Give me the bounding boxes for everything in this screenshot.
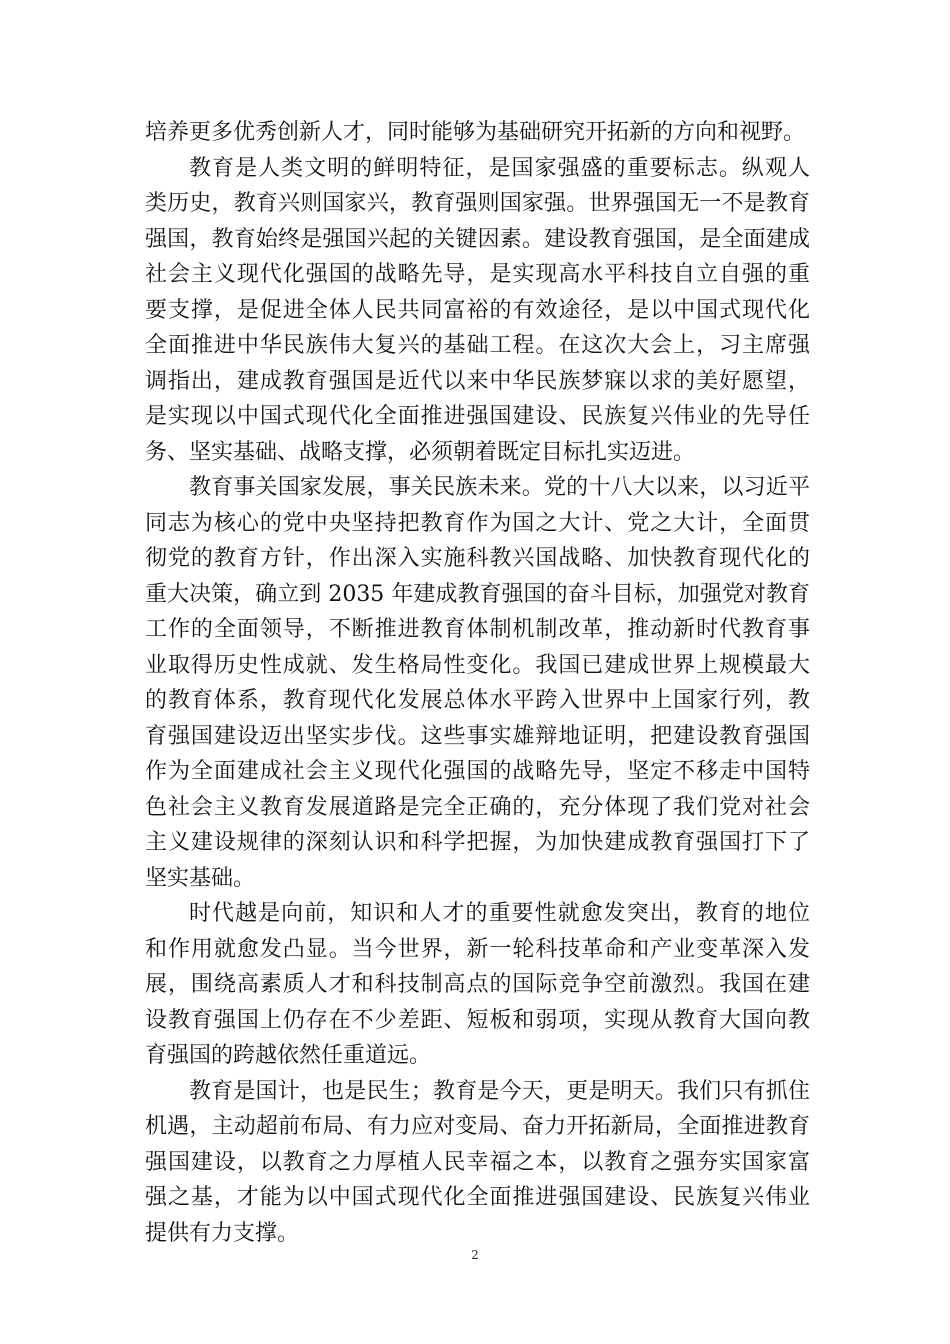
paragraph-line: 培养更多优秀创新人才，同时能够为基础研究开拓新的方向和视野。 — [145, 120, 806, 145]
paragraph-line: 的教育体系，教育现代化发展总体水平跨入世界中上国家行列，教 — [145, 688, 810, 713]
page-number: 2 — [471, 1248, 479, 1262]
paragraph-line: 强国，教育始终是强国兴起的关键因素。建设教育强国，是全面建成 — [145, 226, 810, 252]
paragraph-line: 调指出，建成教育强国是近代以来中华民族梦寐以求的美好愿望， — [145, 368, 810, 394]
paragraph — [145, 470, 810, 896]
paragraph — [145, 151, 810, 471]
paragraph-line: 业取得历史性成就、发生格局性变化。我国已建成世界上规模最大 — [145, 652, 810, 678]
paragraph-line: 务、坚实基础、战略支撑，必须朝着既定目标扎实迈进。 — [145, 439, 696, 465]
paragraph — [145, 115, 810, 151]
paragraph-line: 育强国的跨越依然任重道远。 — [145, 1043, 432, 1068]
paragraph-line: 和作用就愈发凸显。当今世界，新一轮科技革命和产业变革深入发 — [145, 936, 810, 962]
paragraph-line: 强之基，才能为以中国式现代化全面推进强国建设、民族复兴伟业 — [145, 1185, 810, 1210]
paragraph-line: 提供有力支撑。 — [145, 1220, 300, 1246]
paragraph-line: 机遇，主动超前布局、有力应对变局、奋力开拓新局，全面推进教育 — [145, 1114, 810, 1139]
paragraph — [145, 896, 810, 1074]
paragraph-line: 时代越是向前，知识和人才的重要性就愈发突出，教育的地位 — [189, 901, 810, 926]
body-text — [145, 115, 810, 1251]
paragraph-line: 展，围绕高素质人才和科技制高点的国际竞争空前激烈。我国在建 — [145, 972, 810, 997]
paragraph-line: 主义建设规律的深刻认识和科学把握，为加快建成教育强国打下了 — [145, 830, 810, 855]
paragraph — [145, 1074, 810, 1252]
paragraph-line: 教育是人类文明的鲜明特征，是国家强盛的重要标志。纵观人 — [189, 155, 810, 181]
paragraph-line: 彻党的教育方针，作出深入实施科教兴国战略、加快教育现代化的 — [145, 546, 810, 571]
paragraph-line: 类历史，教育兴则国家兴，教育强则国家强。世界强国无一不是教育 — [145, 191, 810, 216]
paragraph-line: 坚实基础。 — [145, 865, 256, 891]
paragraph-line: 教育是国计，也是民生；教育是今天，更是明天。我们只有抓住 — [189, 1078, 810, 1104]
paragraph-line: 工作的全面领导，不断推进教育体制机制改革，推动新时代教育事 — [145, 617, 810, 642]
paragraph-line: 育强国建设迈出坚实步伐。这些事实雄辩地证明，把建设教育强国 — [145, 723, 810, 749]
paragraph-line: 社会主义现代化强国的战略先导，是实现高水平科技自立自强的重 — [145, 262, 810, 287]
paragraph-line: 要支撑，是促进全体人民共同富裕的有效途径，是以中国式现代化 — [145, 297, 810, 323]
paragraph-line: 作为全面建成社会主义现代化强国的战略先导，坚定不移走中国特 — [145, 759, 810, 784]
paragraph-line: 教育事关国家发展，事关民族未来。党的十八大以来，以习近平 — [189, 475, 810, 500]
paragraph-line: 强国建设，以教育之力厚植人民幸福之本，以教育之强夯实国家富 — [145, 1149, 810, 1175]
paragraph-line: 是实现以中国式现代化全面推进强国建设、民族复兴伟业的先导任 — [145, 404, 810, 429]
paragraph-line: 全面推进中华民族伟大复兴的基础工程。在这次大会上，习主席强 — [145, 333, 810, 358]
paragraph-line: 同志为核心的党中央坚持把教育作为国之大计、党之大计，全面贯 — [145, 510, 810, 536]
paragraph-line: 重大决策，确立到 2035 年建成教育强国的奋斗目标，加强党对教育 — [145, 581, 810, 607]
paragraph-line: 设教育强国上仍存在不少差距、短板和弱项，实现从教育大国向教 — [145, 1007, 810, 1033]
paragraph-line: 色社会主义教育发展道路是完全正确的，充分体现了我们党对社会 — [145, 794, 810, 820]
